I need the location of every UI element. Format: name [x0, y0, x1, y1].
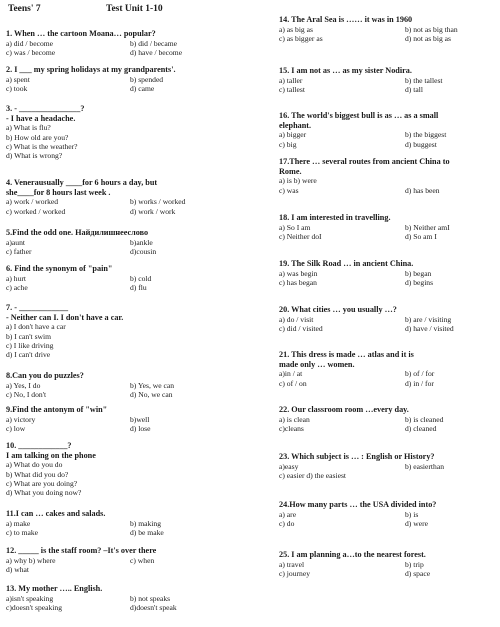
- answer-option: a) make: [6, 518, 31, 528]
- answer-option: a) work / worked: [6, 197, 59, 207]
- question-title: 9.Find the antonym of "win": [6, 405, 108, 414]
- question-title-continued: - I have a headache.: [6, 113, 76, 123]
- answer-option: c) to make: [6, 528, 39, 538]
- question-block: [279, 111, 447, 149]
- answer-option: d) tall: [405, 85, 423, 95]
- answer-row: [279, 232, 437, 242]
- answer-option: b) not as big than: [405, 24, 458, 34]
- answer-row: [279, 186, 450, 196]
- question-block: [279, 259, 434, 288]
- answer-option: d) flu: [130, 283, 147, 293]
- answer-option: a)easy: [279, 461, 299, 471]
- answer-row: [279, 369, 435, 379]
- answer-option: c) Neither doI: [279, 232, 322, 242]
- answer-option: d) cleaned: [405, 424, 437, 434]
- question-block: [6, 509, 164, 538]
- answer-option: b) the biggest: [405, 130, 447, 140]
- question-title-continued: Rome.: [279, 166, 302, 176]
- answer-option: a) hurt: [6, 273, 27, 283]
- answer-option: b)well: [130, 414, 150, 424]
- question-title: 25. I am planning a…to the nearest forest.: [279, 550, 426, 559]
- answer-option: a) What is flu?: [6, 123, 51, 133]
- answer-option: a) as big as: [279, 24, 313, 34]
- question-block: [6, 303, 123, 360]
- answer-option: c) has began: [279, 278, 317, 288]
- answer-option: a)in / at: [279, 369, 303, 379]
- answer-option: c) tallest: [279, 85, 305, 95]
- answer-option: d) has been: [405, 185, 440, 195]
- question-title: 15. I am not as … as my sister Nodira.: [279, 66, 412, 75]
- answer-row: [279, 461, 445, 472]
- answer-option: a) do / visit: [279, 314, 314, 324]
- question-block: [6, 228, 157, 257]
- question-block: [6, 405, 151, 434]
- question-block: [279, 405, 444, 434]
- question-block: [279, 157, 450, 195]
- question-block: [6, 584, 177, 613]
- answer-option: d) were: [405, 519, 428, 529]
- answer-row: [279, 324, 454, 334]
- question-title: 5.Find the odd one. Найдилишнеесловo: [6, 228, 149, 237]
- question-title-continued: elephant.: [279, 120, 312, 130]
- answer-option: d) be make: [130, 528, 164, 538]
- answer-row: [6, 237, 153, 248]
- answer-row: [279, 34, 451, 44]
- header-class-label: Teens' 7: [8, 4, 41, 14]
- question-block: [6, 371, 175, 400]
- answer-row: [6, 518, 162, 529]
- answer-row: [6, 48, 183, 58]
- answer-option: a) I don't have a car: [6, 322, 66, 332]
- answer-row: [279, 378, 434, 389]
- answer-option: b) How old are you?: [6, 132, 69, 142]
- answer-option: d) not as big as: [405, 34, 451, 44]
- answer-row: [279, 75, 443, 86]
- question-title: 8.Can you do puzzles?: [6, 371, 84, 380]
- answer-option: d) space: [405, 569, 431, 579]
- answer-option: a) So I am: [279, 222, 311, 232]
- question-title-continued: made only … women.: [279, 359, 355, 369]
- question-title: 17.There … several routes from ancient China to: [279, 157, 450, 166]
- answer-option: c) took: [6, 84, 28, 94]
- question-title: 24.How many parts … the USA divided into?: [279, 500, 437, 509]
- answer-row: [279, 130, 447, 140]
- answer-option: a) are: [279, 509, 297, 519]
- answer-option: a) victory: [6, 414, 36, 424]
- answer-option: d) begins: [405, 278, 434, 288]
- answer-option: d) I can't drive: [6, 350, 51, 360]
- question-block: [6, 264, 152, 293]
- answer-option: d) came: [130, 84, 155, 94]
- question-block: [279, 452, 445, 481]
- answer-row: [6, 206, 176, 217]
- answer-option: b) making: [130, 518, 162, 528]
- answer-row: [279, 414, 444, 425]
- question-block: [279, 15, 458, 44]
- answer-row: [6, 283, 147, 293]
- answer-option: c) easier d) the easiest: [279, 471, 347, 481]
- answer-option: a) travel: [279, 559, 305, 569]
- answer-option: d) have / become: [130, 48, 183, 58]
- answer-option: b) Yes, we can: [130, 380, 175, 390]
- answer-option: c) What are you doing?: [6, 479, 78, 488]
- answer-option: a) is clean: [279, 414, 310, 424]
- answer-option: c) was / become: [6, 48, 56, 58]
- answer-option: b) Neither amI: [405, 222, 450, 232]
- answer-row: [279, 519, 436, 529]
- question-title: 21. This dress is made … atlas and it is: [279, 350, 414, 359]
- answer-row: [6, 414, 150, 425]
- answer-option: b) I can't swim: [6, 331, 52, 341]
- answer-option: c) journey: [279, 569, 310, 579]
- question-block: [6, 546, 156, 575]
- question-title: 2. I ___ my spring holidays at my grandparents'.: [6, 65, 176, 74]
- question-title: 1. When … the cartoon Moana… popular?: [6, 29, 156, 38]
- answer-row: [279, 24, 458, 35]
- answer-row: [6, 603, 177, 613]
- answer-option: a)isn't speaking: [6, 593, 54, 603]
- answer-option: d) So am I: [405, 232, 437, 242]
- answer-option: d)cousin: [130, 247, 157, 257]
- question-title-continued: - Neither can I. I don't have a car.: [6, 312, 124, 322]
- question-title: 12. _____ is the staff room? –It's over there: [6, 546, 157, 555]
- answer-option: b) of / for: [405, 369, 435, 379]
- question-block: [6, 65, 176, 94]
- question-block: [6, 29, 183, 58]
- answer-option: d)doesn't speak: [130, 603, 177, 613]
- answer-row: [279, 176, 450, 186]
- question-block: [279, 350, 435, 388]
- answer-option: c) What is the weather?: [6, 142, 78, 151]
- answer-row: [6, 273, 152, 284]
- answer-option: b) the tallest: [405, 75, 443, 85]
- answer-option: b) spended: [130, 74, 164, 84]
- answer-row: [6, 528, 164, 538]
- question-title: 16. The world's biggest bull is as … as a small: [279, 111, 439, 120]
- answer-option: b) did / became: [130, 38, 178, 48]
- answer-option: b) began: [405, 268, 432, 278]
- question-title: 7. - ____________: [6, 303, 69, 312]
- answer-row: [6, 424, 151, 434]
- answer-row: [279, 268, 432, 279]
- answer-row: [279, 140, 438, 150]
- answer-option: c) I like driving: [6, 341, 54, 350]
- answer-row: [279, 424, 437, 434]
- answer-option: c) when: [130, 555, 155, 565]
- answer-row: [279, 569, 431, 579]
- answer-option: c)doesn't speaking: [6, 603, 62, 613]
- answer-option: c) was: [279, 185, 299, 195]
- question-title: 20. What cities … you usually …?: [279, 305, 397, 314]
- answer-option: a) bigger: [279, 130, 307, 140]
- answer-row: [279, 314, 452, 325]
- header-test-title: Test Unit 1-10: [106, 4, 163, 14]
- answer-option: b) is cleaned: [405, 414, 444, 424]
- answer-row: [6, 84, 176, 94]
- question-title: 22. Our classroom room …every day.: [279, 405, 409, 414]
- question-title: 3. - _______________?: [6, 104, 85, 113]
- answer-option: c) No, I don't: [6, 390, 47, 400]
- answer-option: b) trip: [405, 559, 424, 569]
- answer-option: c)cleans: [279, 424, 304, 434]
- question-block: [279, 305, 454, 334]
- answer-option: a)aunt: [6, 237, 25, 247]
- answer-option: a) was begin: [279, 268, 318, 278]
- question-title-continued: I am talking on the phone: [6, 450, 96, 460]
- answer-option: b) works / worked: [130, 197, 186, 207]
- answer-option: b) easierthan: [405, 461, 445, 471]
- question-block: [6, 441, 96, 498]
- answer-option: d) in / for: [405, 378, 434, 388]
- answer-row: [6, 556, 156, 566]
- answer-option: a) spent: [6, 74, 30, 84]
- question-block: [279, 550, 431, 579]
- answer-row: [6, 247, 157, 257]
- question-title: 13. My mother ….. English.: [6, 584, 103, 593]
- answer-option: b) What did you do?: [6, 469, 69, 479]
- answer-option: b) not speaks: [130, 593, 171, 603]
- answer-option: a) is b) were: [279, 176, 317, 186]
- answer-row: [279, 85, 423, 95]
- question-block: [6, 178, 186, 216]
- answer-option: c) low: [6, 424, 26, 434]
- question-block: [6, 104, 84, 161]
- question-title: 18. I am interested in travelling.: [279, 213, 391, 222]
- answer-option: a) Yes, I do: [6, 380, 41, 390]
- answer-row: [279, 278, 434, 288]
- answer-option: d) work / work: [130, 206, 176, 216]
- answer-option: d) lose: [130, 424, 151, 434]
- answer-option: d) buggest: [405, 139, 437, 149]
- answer-option: b)ankle: [130, 237, 153, 247]
- answer-option: d) what: [6, 565, 29, 575]
- answer-option: c) as bigger as: [279, 34, 323, 44]
- question-title: 10. ____________?: [6, 441, 72, 450]
- question-title: 23. Which subject is … : English or History?: [279, 452, 435, 461]
- answer-row: [6, 593, 171, 604]
- answer-option: c) of / on: [279, 378, 307, 388]
- answer-option: b) is: [405, 509, 419, 519]
- answer-option: c) did / visited: [279, 324, 323, 334]
- answer-row: [279, 510, 436, 520]
- answer-option: a) did / become: [6, 38, 54, 48]
- answer-row: [6, 75, 176, 85]
- question-title-continued: she____for 8 hours last week .: [6, 187, 111, 197]
- question-block: [279, 500, 436, 529]
- question-block: [279, 66, 443, 95]
- answer-option: d) have / visited: [405, 324, 454, 334]
- question-title: 4. Venerausually ____for 6 hours a day, but: [6, 178, 158, 187]
- answer-row: [6, 197, 186, 207]
- answer-option: c) ache: [6, 283, 28, 293]
- answer-option: b) are / visiting: [405, 314, 452, 324]
- answer-option: b) cold: [130, 273, 152, 283]
- answer-option: c) do: [279, 519, 295, 529]
- answer-option: d) No, we can: [130, 390, 173, 400]
- answer-option: c) father: [6, 247, 32, 257]
- answer-option: a) taller: [279, 75, 303, 85]
- question-title: 6. Find the synonym of "pain": [6, 264, 113, 273]
- answer-option: d) What is wrong?: [6, 151, 63, 161]
- question-title: 11.I can … cakes and salads.: [6, 509, 106, 518]
- answer-option: c) worked / worked: [6, 206, 66, 216]
- answer-option: d) What you doing now?: [6, 488, 82, 498]
- answer-row: [6, 390, 173, 400]
- answer-option: c) big: [279, 139, 297, 149]
- answer-row: [279, 222, 450, 233]
- answer-row: [6, 380, 175, 391]
- answer-row: [279, 560, 426, 570]
- question-title: 19. The Silk Road … in ancient China.: [279, 259, 414, 268]
- answer-row: [6, 38, 178, 49]
- question-block: [279, 213, 450, 242]
- answer-option: a) What do you do: [6, 460, 63, 470]
- question-title: 14. The Aral Sea is …… it was in 1960: [279, 15, 413, 24]
- answer-option: a) why b) where: [6, 555, 56, 565]
- answer-row: [279, 471, 435, 481]
